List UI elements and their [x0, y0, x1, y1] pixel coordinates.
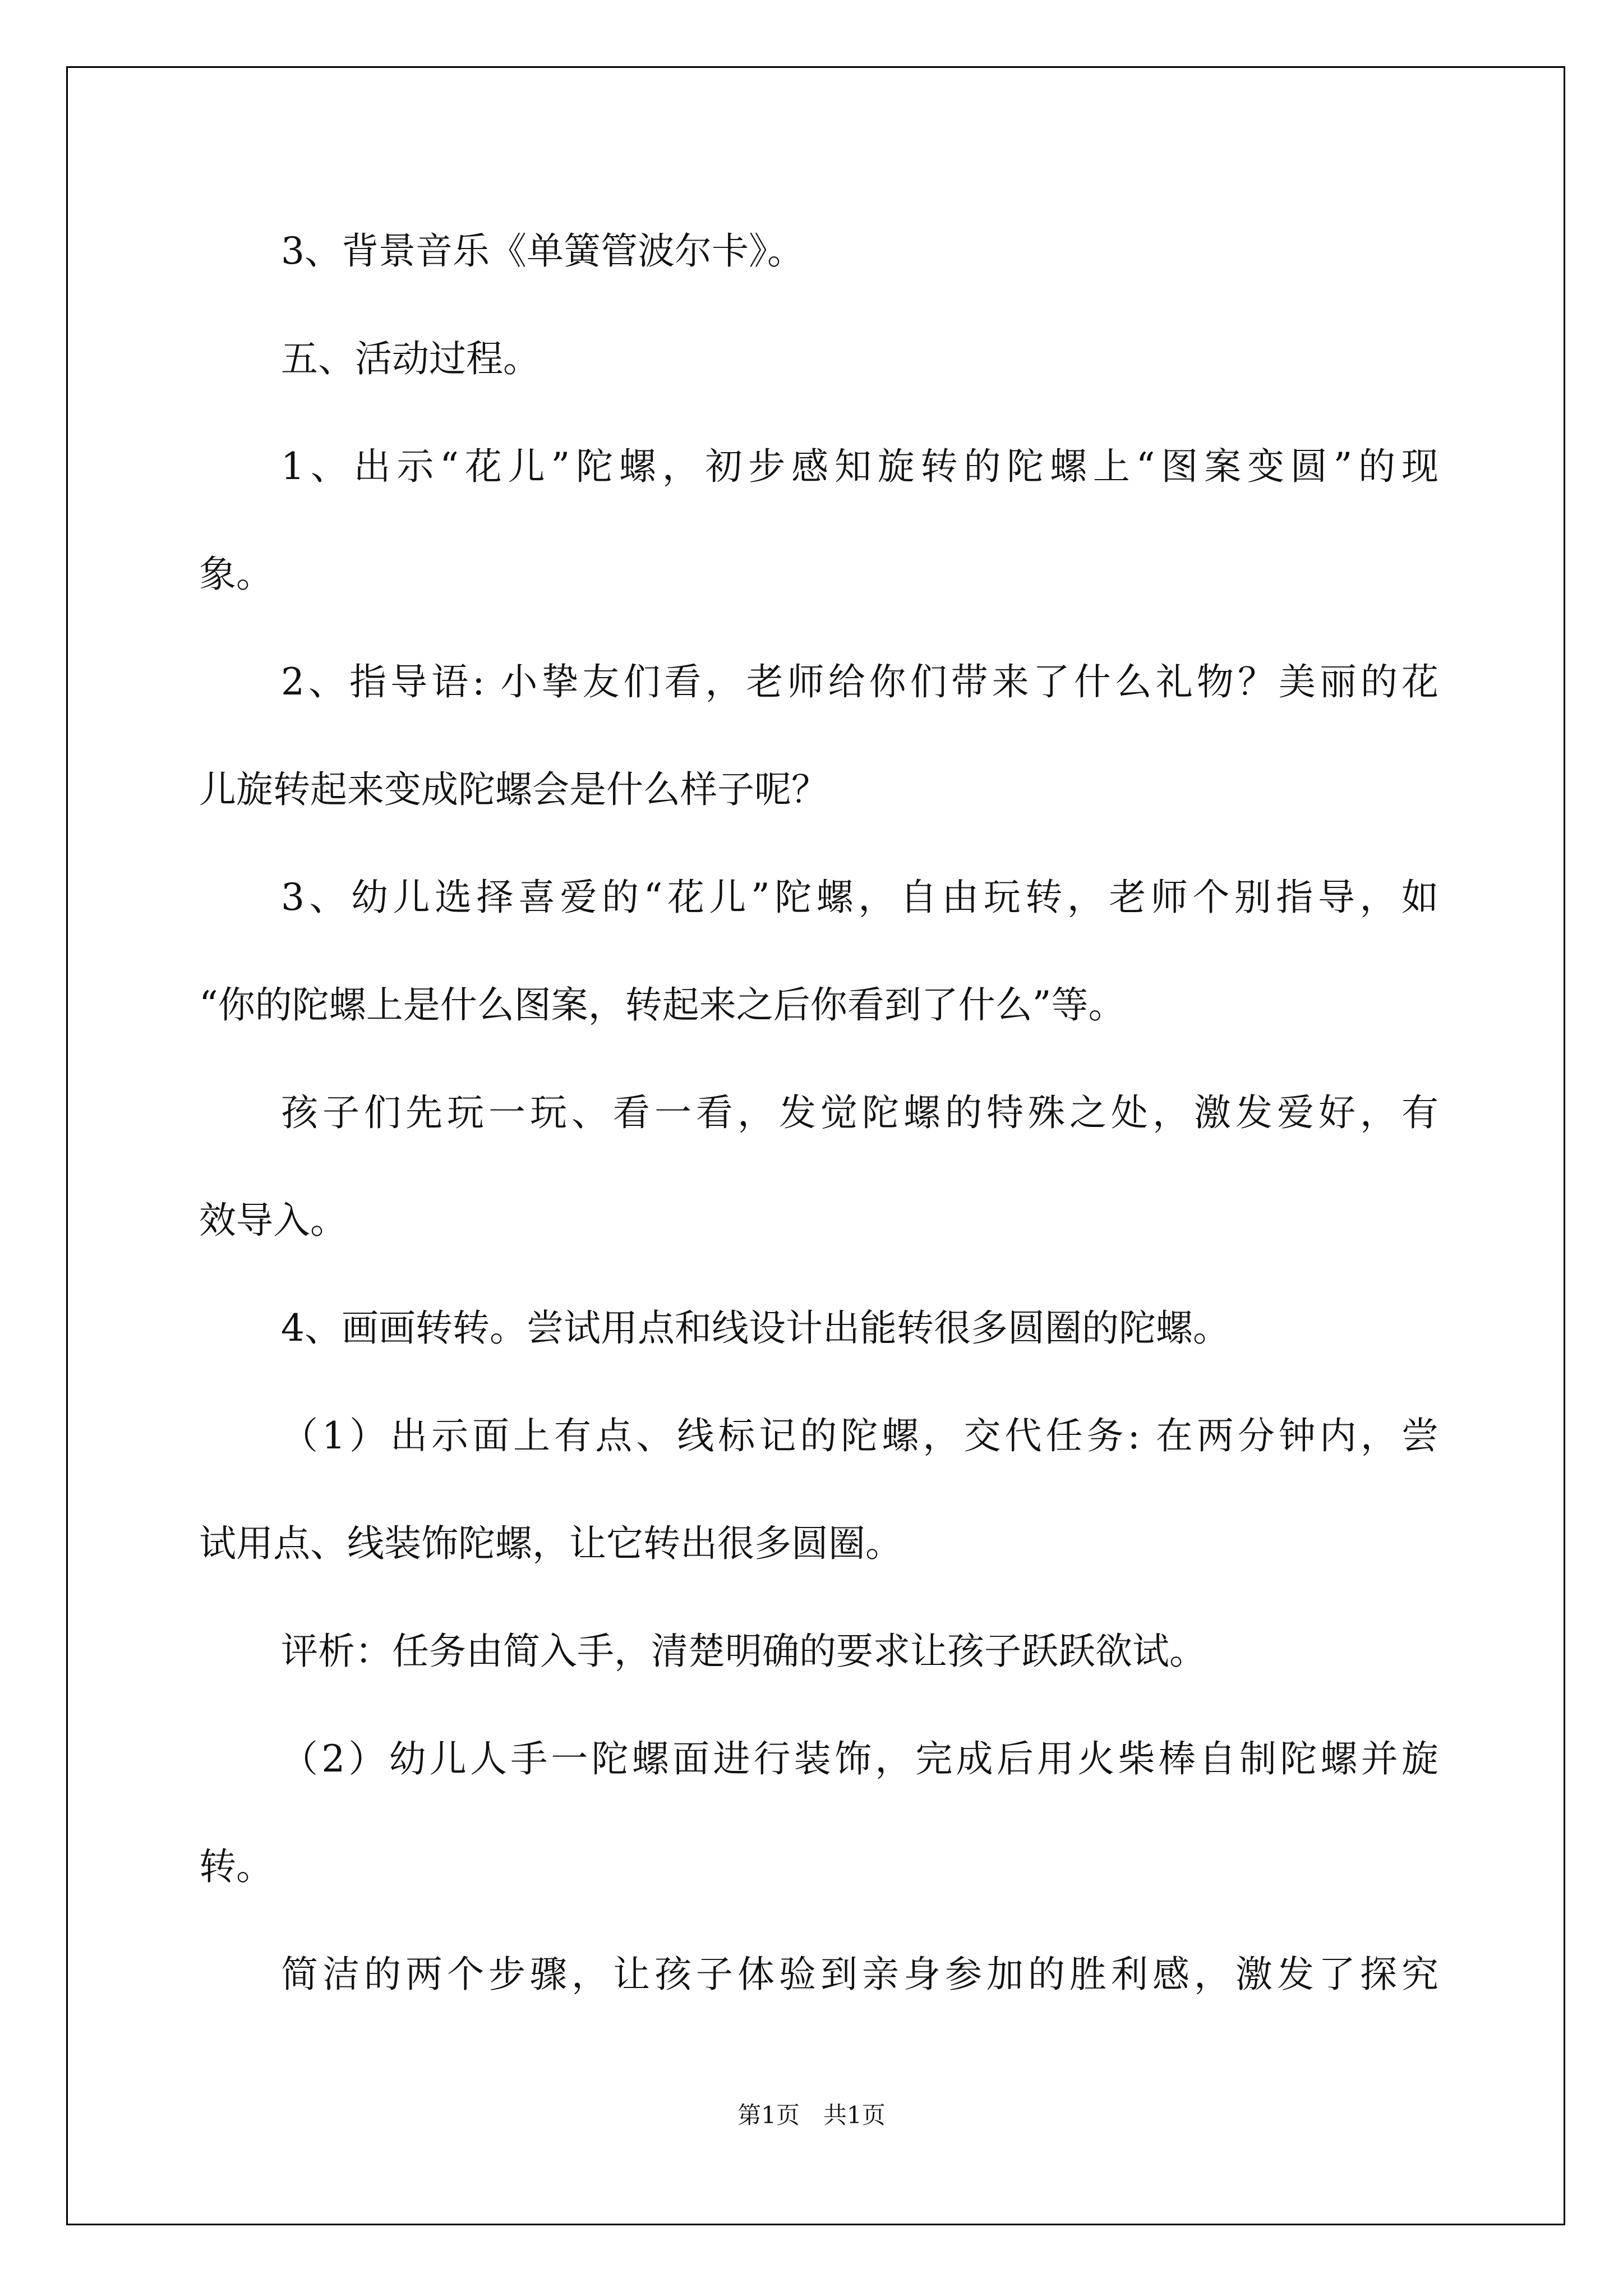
- paragraph-line: 3、幼儿选择喜爱的“花儿”陀螺，自由玩转，老师个别指导，如: [281, 876, 1438, 919]
- paragraph-2: [199, 305, 1438, 413]
- paragraph-10: [199, 1705, 1438, 1921]
- paragraph-11: [199, 1921, 1438, 2028]
- paragraph-1: [199, 197, 1438, 305]
- paragraph-line: 效导入。: [199, 1199, 347, 1242]
- page-footer: 第1页 共1页: [737, 2101, 886, 2129]
- paragraph-line: 试用点、线装饰陀螺，让它转出很多圆圈。: [199, 1522, 902, 1565]
- paragraph-line: “你的陀螺上是什么图案，转起来之后你看到了什么”等。: [199, 983, 1126, 1027]
- paragraph-line: 儿旋转起来变成陀螺会是什么样子呢？: [199, 768, 828, 811]
- paragraph-line: 孩子们先玩一玩、看一看，发觉陀螺的特殊之处，激发爱好，有: [281, 1091, 1438, 1134]
- paragraph-7: [199, 1274, 1438, 1382]
- paragraph-line: 五、活动过程。: [281, 337, 540, 380]
- paragraph-4: [199, 628, 1438, 844]
- paragraph-line: 2、指导语: 小挚友们看，老师给你们带来了什么礼物？美丽的花: [281, 660, 1438, 703]
- paragraph-line: （1）出示面上有点、线标记的陀螺，交代任务: 在两分钟内，尝: [281, 1414, 1438, 1457]
- paragraph-line: 3、背景音乐《单簧管波尔卡》。: [281, 229, 804, 273]
- paragraph-line: 简洁的两个步骤，让孩子体验到亲身参加的胜利感，激发了探究: [281, 1953, 1438, 1996]
- paragraph-line: 评析：任务由简入手，清楚明确的要求让孩子跃跃欲试。: [281, 1630, 1206, 1673]
- paragraph-line: 转。: [199, 1845, 273, 1888]
- paragraph-8: [199, 1382, 1438, 1598]
- paragraph-9: [199, 1598, 1438, 1705]
- paragraph-line: 4、画画转转。尝试用点和线设计出能转很多圆圈的陀螺。: [281, 1306, 1230, 1350]
- paragraph-5: [199, 844, 1438, 1059]
- paragraph-6: [199, 1059, 1438, 1274]
- paragraph-line: 象。: [199, 553, 273, 596]
- paragraph-line: （2）幼儿人手一陀螺面进行装饰，完成后用火柴棒自制陀螺并旋: [281, 1737, 1438, 1780]
- paragraph-line: 1、出示“花儿”陀螺，初步感知旋转的陀螺上“图案变圆”的现: [281, 445, 1438, 488]
- paragraph-3: [199, 413, 1438, 628]
